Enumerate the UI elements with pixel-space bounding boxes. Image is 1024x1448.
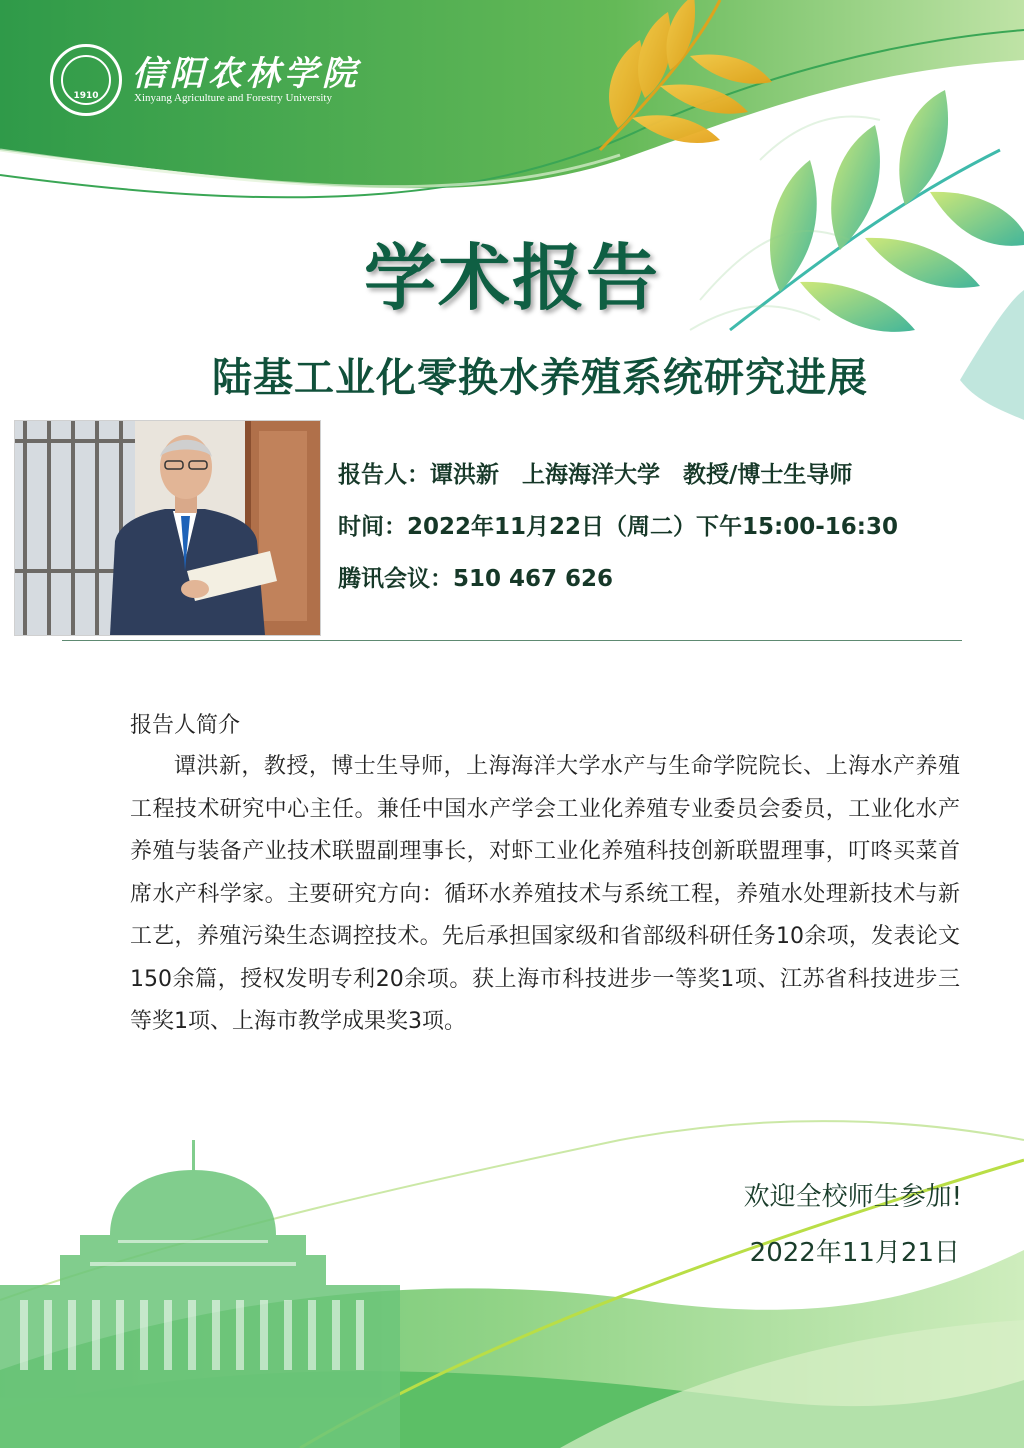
issue-date: 2022年11月21日: [749, 1238, 960, 1268]
time-line: 时间：2022年11月22日（周二）下午15:00-16:30: [338, 514, 898, 540]
meeting-line: 腾讯会议：510 467 626: [338, 566, 614, 592]
school-name-cn: 信阳农林学院: [132, 54, 360, 94]
page-title: 学术报告: [363, 236, 660, 320]
section-divider: [62, 640, 962, 641]
report-subtitle: 陆基工业化零换水养殖系统研究进展: [212, 355, 868, 401]
welcome-text: 欢迎全校师生参加!: [743, 1182, 962, 1212]
seal-year: 1910: [73, 91, 99, 101]
bio-heading: 报告人简介: [130, 713, 241, 738]
school-seal-logo: [50, 44, 122, 116]
speaker-photo: [14, 420, 321, 636]
speaker-line: 报告人：谭洪新 上海海洋大学 教授/博士生导师: [338, 462, 853, 488]
bio-paragraph: 谭洪新，教授，博士生导师，上海海洋大学水产与生命学院院长、上海水产养殖工程技术研究中心主任。兼任中国水产学会工业化养殖专业委员会委员，工业化水产养殖与装备产业技术联盟副理事长，对虾工业化养殖科技创新联盟理事，叮咚买菜首席水产科学家。主要研究方向：循环水养殖技术与系统工程，养殖水处理新技术与新工艺，养殖污染生态调控技术。先后承担国家级和省部级科研任务10余项，发表论文150余篇，授权发明专利20余项。获上海市科技进步一等奖1项、江苏省科技进步三等奖1项、上海市教学成果奖3项。: [130, 754, 960, 1034]
school-name-en: Xinyang Agriculture and Forestry University: [134, 92, 332, 104]
